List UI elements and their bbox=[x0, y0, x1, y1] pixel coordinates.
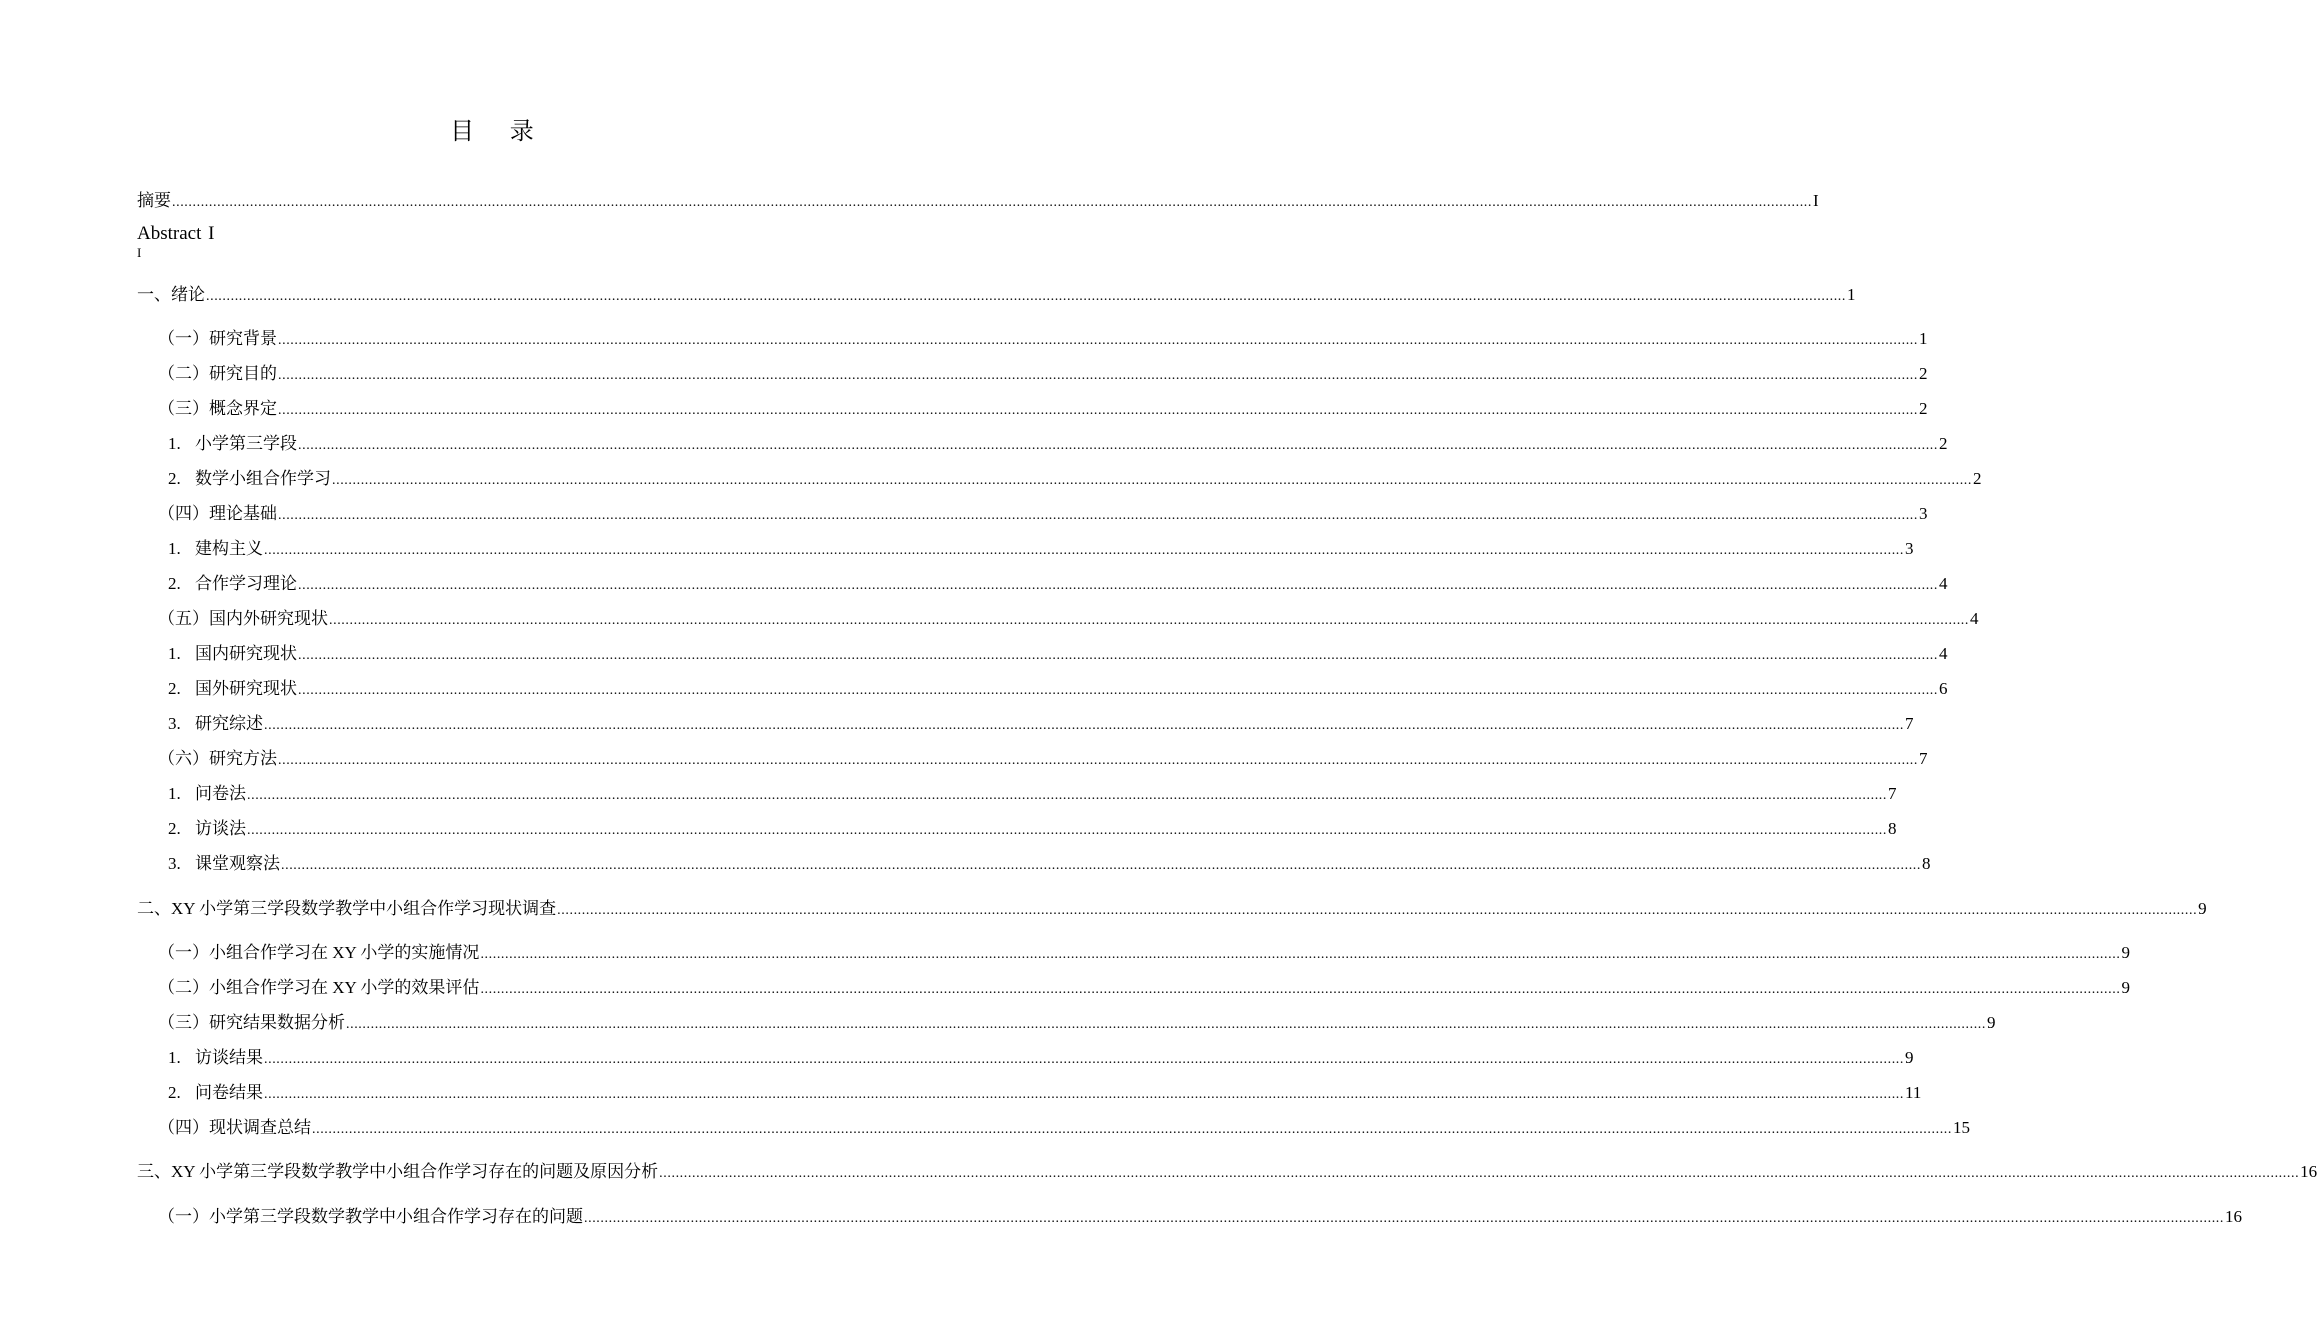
toc-entry[interactable] bbox=[158, 327, 1928, 351]
toc-entry[interactable] bbox=[168, 572, 1948, 596]
toc-entry-page: 1 bbox=[1919, 329, 1928, 348]
toc-entry-text: 一、绪论 bbox=[137, 285, 205, 304]
toc-entry[interactable] bbox=[168, 1081, 1922, 1105]
toc-entry-text: 摘要 bbox=[137, 191, 171, 210]
toc-entry[interactable] bbox=[158, 607, 1979, 631]
toc-entry-page: 15 bbox=[1953, 1118, 1970, 1137]
toc-entry-text: （一）小组合作学习在 XY 小学的实施情况 bbox=[158, 943, 480, 962]
toc-entry-number: 1. bbox=[168, 644, 181, 663]
toc-entry-page-overflow: I bbox=[137, 245, 142, 260]
toc-entry[interactable] bbox=[137, 897, 2207, 921]
toc-entry-page: 9 bbox=[1905, 1048, 1914, 1067]
toc-entry-page: 2 bbox=[1919, 364, 1928, 383]
toc-entry-page: 9 bbox=[2121, 978, 2130, 997]
toc-entry-page: 16 bbox=[2300, 1162, 2317, 1181]
toc-entry-page: 1 bbox=[1847, 285, 1856, 304]
toc-entry[interactable] bbox=[168, 1046, 1914, 1070]
toc-entry-text: （六）研究方法 bbox=[158, 749, 277, 768]
toc-entry[interactable] bbox=[137, 283, 1856, 307]
toc-entry-text: 问卷法 bbox=[195, 784, 246, 803]
toc-entry-page: 6 bbox=[1939, 679, 1948, 698]
toc-entry-page: 2 bbox=[1939, 434, 1948, 453]
toc-entry-text: （一）小学第三学段数学教学中小组合作学习存在的问题 bbox=[158, 1207, 583, 1226]
toc-entry-page: 4 bbox=[1939, 574, 1948, 593]
toc-entry-text: （四）现状调查总结 bbox=[158, 1118, 311, 1137]
toc-entry-text: 三、XY 小学第三学段数学教学中小组合作学习存在的问题及原因分析 bbox=[137, 1162, 659, 1181]
toc-leader-dots: ................................................................................................................................................................................................................................................................................................................................................................................................................ bbox=[264, 1052, 1904, 1067]
toc-entry-page: 9 bbox=[1987, 1013, 1996, 1032]
toc-entry-text: Abstract bbox=[137, 223, 202, 244]
toc-leader-dots: ................................................................................................................................................................................................................................................................................................................................................................................................................ bbox=[298, 438, 1938, 453]
toc-entry-text: 国外研究现状 bbox=[195, 679, 297, 698]
toc-leader-dots: ................................................................................................................................................................................................................................................................................................................................................................................................................ bbox=[346, 1017, 1986, 1032]
toc-entry-number: 2. bbox=[168, 574, 181, 593]
toc-leader-dots: ................................................................................................................................................................................................................................................................................................................................................................................................................ bbox=[298, 578, 1938, 593]
toc-entry-page: 8 bbox=[1888, 819, 1897, 838]
toc-entry-text: （二）研究目的 bbox=[158, 364, 277, 383]
toc-leader-dots: ................................................................................................................................................................................................................................................................................................................................................................................................................ bbox=[584, 1211, 2224, 1226]
toc-entry-page: 8 bbox=[1922, 854, 1931, 873]
toc-entry-text: 问卷结果 bbox=[195, 1083, 263, 1102]
toc-entry[interactable] bbox=[158, 747, 1928, 771]
toc-leader-dots: ................................................................................................................................................................................................................................................................................................................................................................................................................ bbox=[264, 1087, 1904, 1102]
toc-entry[interactable] bbox=[168, 782, 1897, 806]
toc-entry-number: 1. bbox=[168, 434, 181, 453]
toc-entry[interactable] bbox=[137, 1160, 2317, 1184]
page-title: 目 录 bbox=[450, 117, 548, 145]
toc-leader-dots: ................................................................................................................................................................................................................................................................................................................................................................................................................ bbox=[332, 473, 1972, 488]
toc-entry[interactable] bbox=[168, 642, 1948, 666]
toc-entry-text: （三）概念界定 bbox=[158, 399, 277, 418]
toc-entry-page: 3 bbox=[1905, 539, 1914, 558]
toc-entry-number: 2. bbox=[168, 469, 181, 488]
toc-entry-text: 访谈结果 bbox=[195, 1048, 263, 1067]
toc-leader-dots: ................................................................................................................................................................................................................................................................................................................................................................................................................ bbox=[312, 1122, 1952, 1137]
toc-entry-text: 研究综述 bbox=[195, 714, 263, 733]
toc-entry-text: （三）研究结果数据分析 bbox=[158, 1013, 345, 1032]
toc-entry-page: 3 bbox=[1919, 504, 1928, 523]
toc-entry[interactable] bbox=[158, 941, 2130, 965]
toc-entry-text: 小学第三学段 bbox=[195, 434, 297, 453]
toc-leader-dots: ................................................................................................................................................................................................................................................................................................................................................................................................................ bbox=[281, 858, 1921, 873]
toc-entry-number: 1. bbox=[168, 1048, 181, 1067]
toc-leader-dots: ................................................................................................................................................................................................................................................................................................................................................................................................................ bbox=[557, 903, 2198, 918]
toc-leader-dots: ................................................................................................................................................................................................................................................................................................................................................................................................................ bbox=[264, 718, 1904, 733]
toc-entry-number: 3. bbox=[168, 714, 181, 733]
toc-leader-dots: ................................................................................................................................................................................................................................................................................................................................................................................................................ bbox=[278, 368, 1918, 383]
toc-entry-text: 访谈法 bbox=[195, 819, 246, 838]
toc-entry-number: 1. bbox=[168, 784, 181, 803]
toc-entry-text: 国内研究现状 bbox=[195, 644, 297, 663]
toc-entry[interactable] bbox=[168, 467, 1982, 491]
toc-entry[interactable] bbox=[158, 1205, 2242, 1229]
toc-entry-text: （五）国内外研究现状 bbox=[158, 609, 328, 628]
toc-entry-page: 16 bbox=[2225, 1207, 2242, 1226]
toc-entry-text: 二、XY 小学第三学段数学教学中小组合作学习现状调查 bbox=[137, 899, 557, 918]
toc-leader-dots: ................................................................................................................................................................................................................................................................................................................................................................................................................ bbox=[247, 823, 1887, 838]
toc-entry[interactable] bbox=[158, 1116, 1970, 1140]
toc-entry-page: 7 bbox=[1905, 714, 1914, 733]
toc-entry[interactable] bbox=[137, 189, 1819, 213]
toc-entry[interactable] bbox=[168, 537, 1914, 561]
toc-entry[interactable] bbox=[158, 1011, 1996, 1035]
toc-leader-dots: ................................................................................................................................................................................................................................................................................................................................................................................................................ bbox=[264, 543, 1904, 558]
toc-entry[interactable] bbox=[168, 677, 1948, 701]
toc-entry-page: 2 bbox=[1973, 469, 1982, 488]
toc-leader-dots: ................................................................................................................................................................................................................................................................................................................................................................................................................ bbox=[329, 613, 1969, 628]
toc-leader-dots: ................................................................................................................................................................................................................................................................................................................................................................................................................ bbox=[480, 947, 2121, 962]
toc-entry[interactable] bbox=[158, 362, 1928, 386]
toc-entry-number: 3. bbox=[168, 854, 181, 873]
toc-entry-number: 1. bbox=[168, 539, 181, 558]
toc-entry[interactable] bbox=[168, 432, 1948, 456]
toc-leader-dots: ................................................................................................................................................................................................................................................................................................................................................................................................................ bbox=[247, 788, 1887, 803]
toc-entry[interactable] bbox=[168, 817, 1897, 841]
toc-leader-dots: ................................................................................................................................................................................................................................................................................................................................................................................................................ bbox=[480, 982, 2121, 997]
toc-entry[interactable] bbox=[168, 852, 1931, 876]
toc-entry-text: 建构主义 bbox=[195, 539, 263, 558]
toc-entry[interactable] bbox=[158, 502, 1928, 526]
toc-entry-page: I bbox=[1813, 191, 1819, 210]
toc-leader-dots: ................................................................................................................................................................................................................................................................................................................................................................................................................ bbox=[278, 508, 1918, 523]
toc-leader-dots: ................................................................................................................................................................................................................................................................................................................................................................................................................ bbox=[278, 333, 1918, 348]
toc-entry-page: 4 bbox=[1939, 644, 1948, 663]
toc-leader-dots: ................................................................................................................................................................................................................................................................................................................................................................................................................ bbox=[206, 289, 1846, 304]
toc-entry-number: 2. bbox=[168, 1083, 181, 1102]
toc-entry-text: （一）研究背景 bbox=[158, 329, 277, 348]
toc-entry-page: 2 bbox=[1919, 399, 1928, 418]
toc-leader-dots: ................................................................................................................................................................................................................................................................................................................................................................................................................ bbox=[172, 195, 1812, 210]
toc-entry-text: 数学小组合作学习 bbox=[195, 469, 331, 488]
toc-entry[interactable] bbox=[168, 712, 1914, 736]
toc-leader-dots: ................................................................................................................................................................................................................................................................................................................................................................................................................ bbox=[659, 1166, 2300, 1181]
toc-entry-number: 2. bbox=[168, 679, 181, 698]
toc-entry[interactable] bbox=[158, 976, 2130, 1000]
toc-entry-text: （四）理论基础 bbox=[158, 504, 277, 523]
toc-entry-page: 4 bbox=[1970, 609, 1979, 628]
toc-entry-number: 2. bbox=[168, 819, 181, 838]
toc-entry-text: 课堂观察法 bbox=[195, 854, 280, 873]
toc-entry-text: （二）小组合作学习在 XY 小学的效果评估 bbox=[158, 978, 480, 997]
toc-entry-page: 9 bbox=[2198, 899, 2207, 918]
toc-entry-page: 7 bbox=[1888, 784, 1897, 803]
toc-entry-page: 7 bbox=[1919, 749, 1928, 768]
toc-entry-page: 11 bbox=[1905, 1083, 1922, 1102]
toc-entry-text: 合作学习理论 bbox=[195, 574, 297, 593]
toc-leader-dots: ................................................................................................................................................................................................................................................................................................................................................................................................................ bbox=[298, 683, 1938, 698]
toc-entry-page: 9 bbox=[2121, 943, 2130, 962]
toc-leader-dots: ................................................................................................................................................................................................................................................................................................................................................................................................................ bbox=[278, 753, 1918, 768]
toc-leader-dots: ................................................................................................................................................................................................................................................................................................................................................................................................................ bbox=[278, 403, 1918, 418]
toc-leader-dots: ................................................................................................................................................................................................................................................................................................................................................................................................................ bbox=[298, 648, 1938, 663]
toc-entry[interactable] bbox=[158, 397, 1928, 421]
toc-entry-page: I bbox=[208, 223, 215, 244]
